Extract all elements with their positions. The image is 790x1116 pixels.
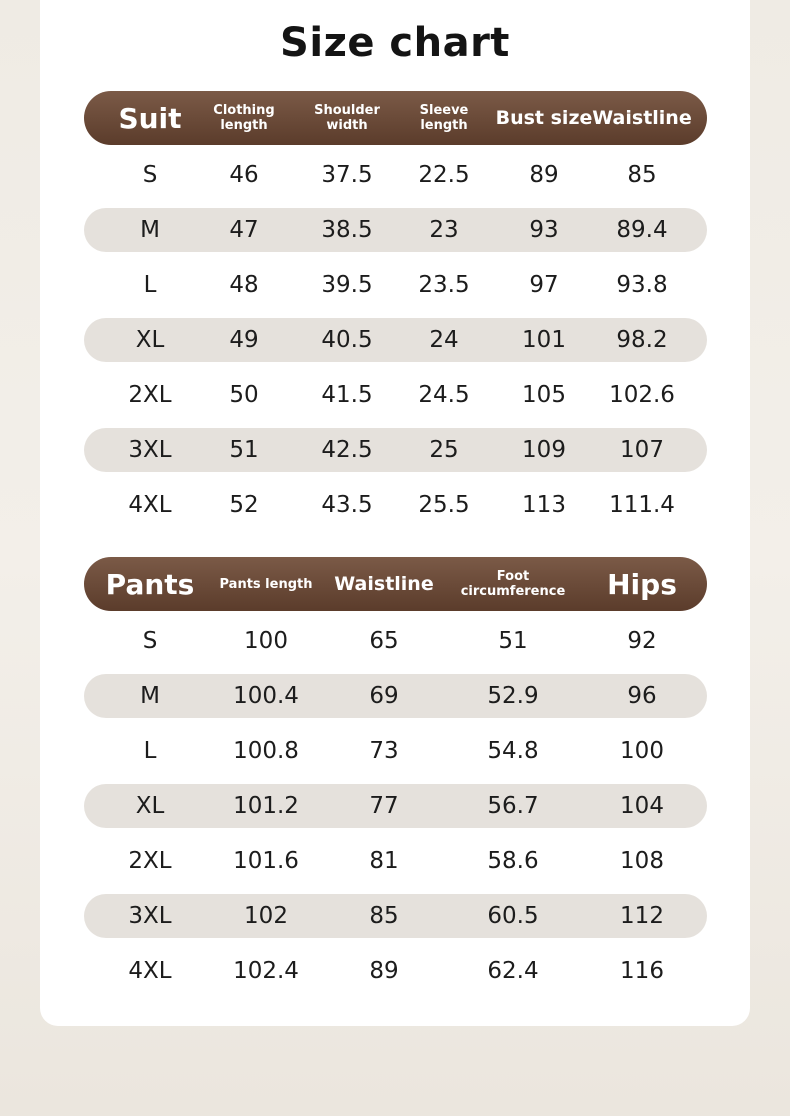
measurement-cell: 112 xyxy=(620,903,664,929)
suit-header-sleeve-length: Sleeve length xyxy=(419,103,469,133)
measurement-cell: 24.5 xyxy=(418,382,470,408)
pants-header-pants: Pants xyxy=(105,567,195,601)
size-label: 4XL xyxy=(128,492,172,518)
measurement-cell: 51 xyxy=(498,628,528,654)
size-label: 3XL xyxy=(128,903,172,929)
pants-row xyxy=(84,619,707,663)
measurement-cell: 89.4 xyxy=(616,217,668,243)
measurement-cell: 97 xyxy=(529,272,559,298)
measurement-cell: 96 xyxy=(627,683,657,709)
measurement-cell: 58.6 xyxy=(487,848,539,874)
pants-row xyxy=(84,949,707,993)
measurement-cell: 102.6 xyxy=(609,382,675,408)
measurement-cell: 101.2 xyxy=(233,793,299,819)
measurement-cell: 89 xyxy=(369,958,399,984)
measurement-cell: 89 xyxy=(529,162,559,188)
measurement-cell: 77 xyxy=(369,793,399,819)
measurement-cell: 48 xyxy=(229,272,259,298)
measurement-cell: 100.4 xyxy=(233,683,299,709)
size-label: M xyxy=(140,683,160,709)
suit-header-waistline: Waistline xyxy=(592,107,692,129)
measurement-cell: 51 xyxy=(229,437,259,463)
measurement-cell: 23.5 xyxy=(418,272,470,298)
measurement-cell: 39.5 xyxy=(321,272,373,298)
suit-row xyxy=(84,428,707,472)
measurement-cell: 108 xyxy=(620,848,664,874)
measurement-cell: 52 xyxy=(229,492,259,518)
measurement-cell: 104 xyxy=(620,793,664,819)
measurement-cell: 60.5 xyxy=(487,903,539,929)
pants-row xyxy=(84,894,707,938)
page-title: Size chart xyxy=(280,20,510,66)
size-label: 2XL xyxy=(128,382,172,408)
measurement-cell: 40.5 xyxy=(321,327,373,353)
measurement-cell: 25.5 xyxy=(418,492,470,518)
suit-row xyxy=(84,263,707,307)
measurement-cell: 23 xyxy=(429,217,459,243)
suit-row xyxy=(84,318,707,362)
pants-row xyxy=(84,839,707,883)
measurement-cell: 100.8 xyxy=(233,738,299,764)
pants-header-pants-length: Pants length xyxy=(219,576,313,592)
measurement-cell: 22.5 xyxy=(418,162,470,188)
size-label: L xyxy=(143,738,157,764)
measurement-cell: 43.5 xyxy=(321,492,373,518)
measurement-cell: 102.4 xyxy=(233,958,299,984)
measurement-cell: 49 xyxy=(229,327,259,353)
measurement-cell: 65 xyxy=(369,628,399,654)
measurement-cell: 42.5 xyxy=(321,437,373,463)
measurement-cell: 101.6 xyxy=(233,848,299,874)
suit-row xyxy=(84,208,707,252)
measurement-cell: 101 xyxy=(522,327,566,353)
measurement-cell: 100 xyxy=(244,628,288,654)
measurement-cell: 93 xyxy=(529,217,559,243)
measurement-cell: 81 xyxy=(369,848,399,874)
pants-row xyxy=(84,729,707,773)
measurement-cell: 41.5 xyxy=(321,382,373,408)
pants-header-hips: Hips xyxy=(607,567,677,601)
measurement-cell: 47 xyxy=(229,217,259,243)
pants-header-bar xyxy=(84,557,707,611)
suit-header-clothing-length: Clothing length xyxy=(213,103,275,133)
pants-header-waistline: Waistline xyxy=(334,573,434,595)
pants-row xyxy=(84,674,707,718)
size-label: 4XL xyxy=(128,958,172,984)
measurement-cell: 109 xyxy=(522,437,566,463)
measurement-cell: 46 xyxy=(229,162,259,188)
pants-header-foot-circumference: Foot circumference xyxy=(460,569,566,599)
measurement-cell: 85 xyxy=(369,903,399,929)
measurement-cell: 62.4 xyxy=(487,958,539,984)
measurement-cell: 73 xyxy=(369,738,399,764)
measurement-cell: 69 xyxy=(369,683,399,709)
measurement-cell: 92 xyxy=(627,628,657,654)
size-label: M xyxy=(140,217,160,243)
suit-row xyxy=(84,483,707,527)
suit-row xyxy=(84,373,707,417)
size-label: 3XL xyxy=(128,437,172,463)
measurement-cell: 100 xyxy=(620,738,664,764)
size-label: S xyxy=(142,628,158,654)
suit-header-shoulder-width: Shoulder width xyxy=(314,103,380,133)
measurement-cell: 93.8 xyxy=(616,272,668,298)
measurement-cell: 107 xyxy=(620,437,664,463)
measurement-cell: 24 xyxy=(429,327,459,353)
measurement-cell: 98.2 xyxy=(616,327,668,353)
measurement-cell: 85 xyxy=(627,162,657,188)
size-label: XL xyxy=(135,327,165,353)
measurement-cell: 54.8 xyxy=(487,738,539,764)
measurement-cell: 111.4 xyxy=(609,492,675,518)
suit-header-bar xyxy=(84,91,707,145)
suit-row xyxy=(84,153,707,197)
measurement-cell: 25 xyxy=(429,437,459,463)
measurement-cell: 52.9 xyxy=(487,683,539,709)
size-label: L xyxy=(143,272,157,298)
pants-row xyxy=(84,784,707,828)
size-label: 2XL xyxy=(128,848,172,874)
measurement-cell: 116 xyxy=(620,958,664,984)
suit-header-suit: Suit xyxy=(118,101,182,135)
measurement-cell: 37.5 xyxy=(321,162,373,188)
suit-header-bust-size: Bust size xyxy=(495,107,593,129)
measurement-cell: 113 xyxy=(522,492,566,518)
size-label: XL xyxy=(135,793,165,819)
measurement-cell: 50 xyxy=(229,382,259,408)
measurement-cell: 56.7 xyxy=(487,793,539,819)
measurement-cell: 38.5 xyxy=(321,217,373,243)
measurement-cell: 105 xyxy=(522,382,566,408)
size-label: S xyxy=(142,162,158,188)
measurement-cell: 102 xyxy=(244,903,288,929)
